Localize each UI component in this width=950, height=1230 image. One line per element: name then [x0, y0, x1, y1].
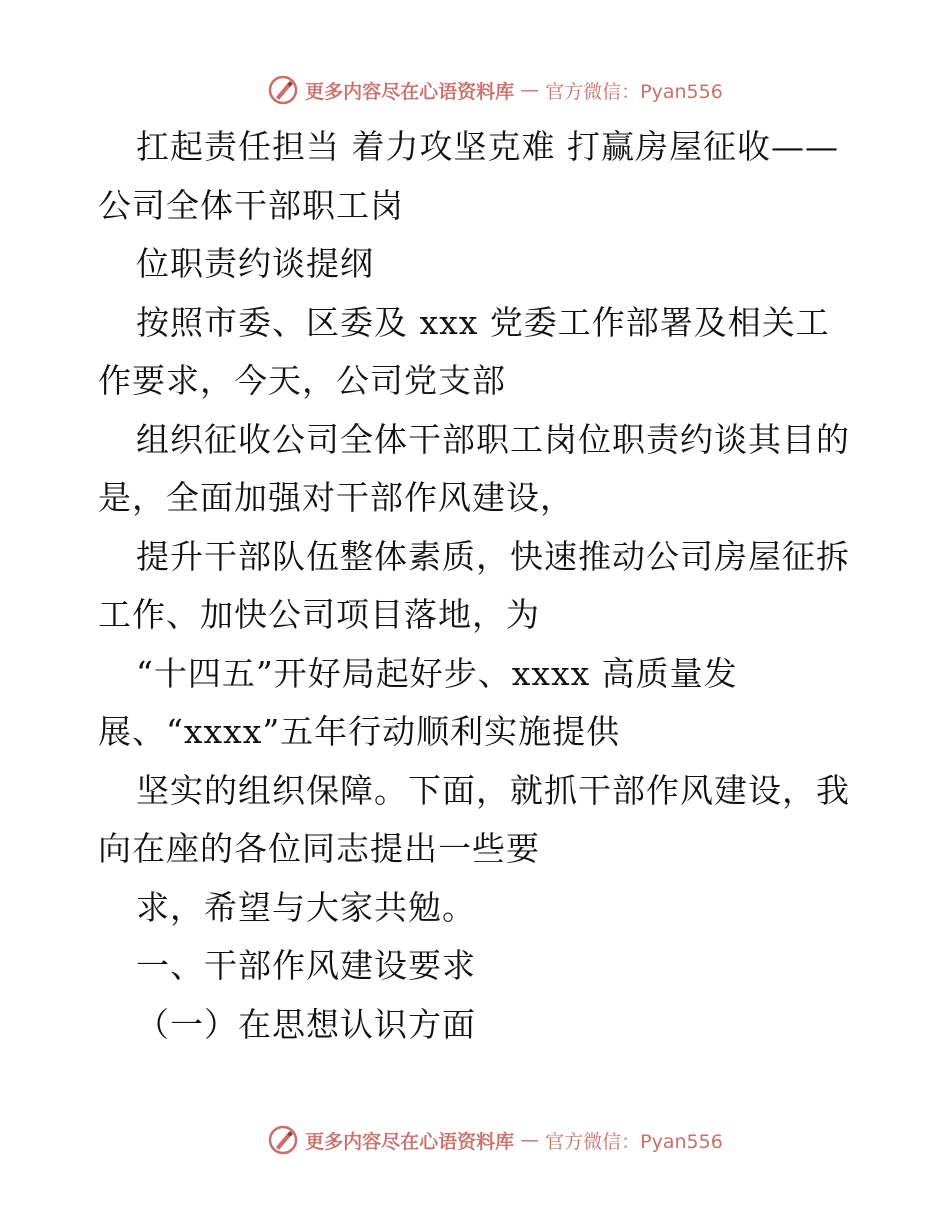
doc-line: 位职责约谈提纲	[136, 244, 374, 283]
doc-line: 是，全面加强对干部作风建设，	[98, 478, 574, 517]
section-heading: 一、干部作风建设要求	[136, 946, 476, 985]
doc-line: 工作、加快公司项目落地，为	[98, 595, 540, 634]
watermark-group	[267, 1124, 723, 1156]
watermark-separator: —	[520, 79, 540, 101]
watermark-brand: 更多内容尽在心语资料库	[305, 80, 515, 103]
doc-line: 公司全体干部职工岗	[98, 185, 404, 225]
doc-line: 扛起责任担当 着力攻坚克难 打赢房屋征收——	[136, 127, 839, 166]
doc-line: 坚实的组织保障。下面，就抓干部作风建设，我	[136, 770, 850, 810]
watermark-contact: 官方微信：Pyan556	[545, 1130, 723, 1153]
watermark-group	[267, 74, 723, 106]
pen-circle-icon	[267, 1124, 299, 1156]
footer-watermark	[0, 1120, 950, 1160]
watermark-brand: 更多内容尽在心语资料库	[305, 1130, 515, 1153]
doc-line: 展、“xxxx”五年行动顺利实施提供	[98, 712, 621, 751]
doc-line: 向在座的各位同志提出一些要	[98, 829, 540, 868]
pen-circle-icon	[267, 74, 299, 106]
watermark-separator: —	[520, 1129, 540, 1151]
doc-line: 按照市委、区委及 xxx 党委工作部署及相关工	[136, 302, 830, 342]
doc-line: 作要求，今天，公司党支部	[98, 361, 506, 400]
watermark-contact: 官方微信：Pyan556	[545, 80, 723, 103]
doc-line: “十四五”开好局起好步、xxxx 高质量发	[136, 653, 738, 693]
subsection-heading: （一）在思想认识方面	[136, 1004, 476, 1044]
header-watermark	[0, 70, 950, 110]
document-body	[98, 118, 858, 1054]
doc-line: 求，希望与大家共勉。	[136, 887, 476, 927]
doc-line: 组织征收公司全体干部职工岗位职责约谈其目的	[136, 419, 850, 459]
doc-line: 提升干部队伍整体素质，快速推动公司房屋征拆	[136, 536, 850, 576]
